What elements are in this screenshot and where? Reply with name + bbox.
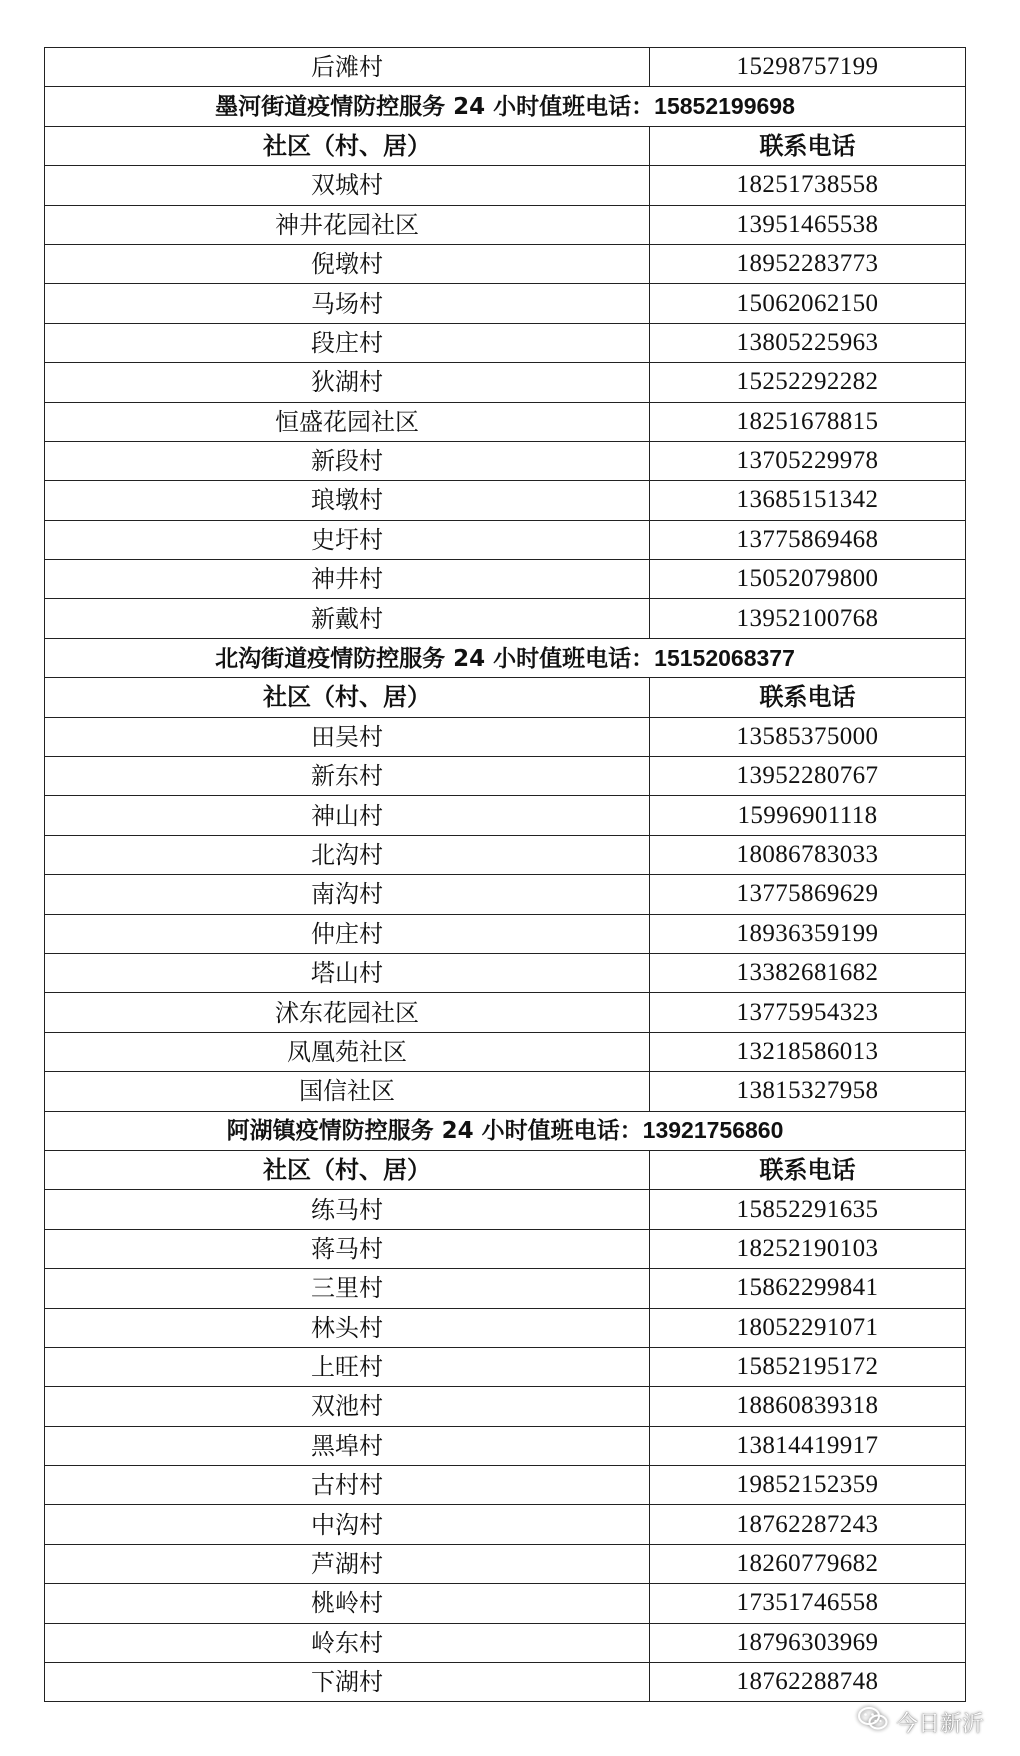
duty-phone-table-body: [45, 48, 966, 1702]
table-row: [45, 953, 966, 992]
table-row: [45, 1387, 966, 1426]
community-name-cell: 蒋马村: [45, 1229, 650, 1268]
community-name-cell: 狄湖村: [45, 363, 650, 402]
community-name-cell: 田吴村: [45, 717, 650, 756]
community-name-cell: 中沟村: [45, 1505, 650, 1544]
table-row: [45, 402, 966, 441]
phone-number-cell: 15298757199: [650, 48, 966, 87]
community-name-cell: 古村村: [45, 1466, 650, 1505]
column-header-community: 社区（村、居）: [45, 1150, 650, 1189]
phone-number-cell: 18796303969: [650, 1623, 966, 1662]
community-name-cell: 新段村: [45, 441, 650, 480]
phone-number-cell: 18936359199: [650, 914, 966, 953]
community-name-cell: 后滩村: [45, 48, 650, 87]
section-title-row: [45, 638, 966, 677]
phone-number-cell: 13218586013: [650, 1032, 966, 1071]
table-row: [45, 1466, 966, 1505]
phone-number-cell: 15852291635: [650, 1190, 966, 1229]
phone-number-cell: 18052291071: [650, 1308, 966, 1347]
table-row: [45, 441, 966, 480]
community-name-cell: 神井村: [45, 560, 650, 599]
phone-number-cell: 13775869468: [650, 520, 966, 559]
phone-number-cell: 15052079800: [650, 560, 966, 599]
table-row: [45, 1072, 966, 1111]
community-name-cell: 新戴村: [45, 599, 650, 638]
phone-number-cell: 18251678815: [650, 402, 966, 441]
table-row: [45, 244, 966, 283]
phone-number-cell: 13585375000: [650, 717, 966, 756]
table-row: [45, 1032, 966, 1071]
table-row: [45, 1505, 966, 1544]
table-row: [45, 835, 966, 874]
phone-number-cell: 18251738558: [650, 166, 966, 205]
phone-number-cell: 13775869629: [650, 875, 966, 914]
column-header-phone: 联系电话: [650, 678, 966, 717]
watermark-text: 今日新沂: [895, 1711, 984, 1737]
duty-phone-table: [44, 47, 966, 1702]
phone-number-cell: 19852152359: [650, 1466, 966, 1505]
column-header-row: [45, 678, 966, 717]
table-row: [45, 1308, 966, 1347]
phone-number-cell: 18252190103: [650, 1229, 966, 1268]
column-header-community: 社区（村、居）: [45, 126, 650, 165]
table-row: [45, 205, 966, 244]
section-title-cell: [45, 638, 966, 677]
section-duty-phone: 15852199698: [654, 93, 795, 120]
phone-number-cell: 18762288748: [650, 1663, 966, 1702]
community-name-cell: 段庄村: [45, 323, 650, 362]
community-name-cell: 神山村: [45, 796, 650, 835]
community-name-cell: 练马村: [45, 1190, 650, 1229]
phone-number-cell: 15996901118: [650, 796, 966, 835]
phone-number-cell: 13952100768: [650, 599, 966, 638]
phone-number-cell: 13814419917: [650, 1426, 966, 1465]
table-row: [45, 1229, 966, 1268]
section-duty-phone: 15152068377: [654, 644, 795, 671]
community-name-cell: 马场村: [45, 284, 650, 323]
community-name-cell: 凤凰苑社区: [45, 1032, 650, 1071]
phone-number-cell: 15862299841: [650, 1269, 966, 1308]
table-row: [45, 875, 966, 914]
table-row: [45, 1347, 966, 1386]
phone-number-cell: 18260779682: [650, 1544, 966, 1583]
phone-number-cell: 18086783033: [650, 835, 966, 874]
table-row: [45, 757, 966, 796]
table-row: [45, 1269, 966, 1308]
phone-number-cell: 13815327958: [650, 1072, 966, 1111]
community-name-cell: 黑埠村: [45, 1426, 650, 1465]
phone-number-cell: 13805225963: [650, 323, 966, 362]
watermark: [858, 1706, 984, 1738]
phone-number-cell: 18860839318: [650, 1387, 966, 1426]
section-title-cell: [45, 1111, 966, 1150]
section-title: 墨河街道疫情防控服务 24 小时值班电话：: [215, 94, 655, 121]
table-row: [45, 520, 966, 559]
community-name-cell: 芦湖村: [45, 1544, 650, 1583]
column-header-row: [45, 126, 966, 165]
community-name-cell: 南沟村: [45, 875, 650, 914]
phone-number-cell: 18952283773: [650, 244, 966, 283]
phone-number-cell: 13951465538: [650, 205, 966, 244]
table-row: [45, 796, 966, 835]
phone-number-cell: 15062062150: [650, 284, 966, 323]
phone-number-cell: 17351746558: [650, 1584, 966, 1623]
table-row: [45, 914, 966, 953]
phone-number-cell: 15252292282: [650, 363, 966, 402]
phone-number-cell: 13952280767: [650, 757, 966, 796]
table-row: [45, 1544, 966, 1583]
phone-number-cell: 13685151342: [650, 481, 966, 520]
table-row: [45, 717, 966, 756]
section-title-row: [45, 87, 966, 126]
table-row: [45, 1426, 966, 1465]
community-name-cell: 恒盛花园社区: [45, 402, 650, 441]
table-row: [45, 481, 966, 520]
table-row: [45, 993, 966, 1032]
table-row: [45, 1623, 966, 1662]
community-name-cell: 史圩村: [45, 520, 650, 559]
community-name-cell: 双城村: [45, 166, 650, 205]
community-name-cell: 新东村: [45, 757, 650, 796]
table-row: [45, 284, 966, 323]
section-title-row: [45, 1111, 966, 1150]
column-header-phone: 联系电话: [650, 126, 966, 165]
column-header-community: 社区（村、居）: [45, 678, 650, 717]
table-row: [45, 560, 966, 599]
community-name-cell: 琅墩村: [45, 481, 650, 520]
section-title-cell: [45, 87, 966, 126]
community-name-cell: 双池村: [45, 1387, 650, 1426]
table-row: [45, 166, 966, 205]
table-row: [45, 1663, 966, 1702]
section-title: 阿湖镇疫情防控服务 24 小时值班电话：: [226, 1118, 643, 1145]
community-name-cell: 塔山村: [45, 953, 650, 992]
section-duty-phone: 13921756860: [642, 1117, 784, 1144]
community-name-cell: 桃岭村: [45, 1584, 650, 1623]
table-row: [45, 599, 966, 638]
section-title: 北沟街道疫情防控服务 24 小时值班电话：: [215, 645, 655, 672]
community-name-cell: 岭东村: [45, 1623, 650, 1662]
phone-number-cell: 13705229978: [650, 441, 966, 480]
phone-number-cell: 15852195172: [650, 1347, 966, 1386]
community-name-cell: 沭东花园社区: [45, 993, 650, 1032]
community-name-cell: 国信社区: [45, 1072, 650, 1111]
community-name-cell: 仲庄村: [45, 914, 650, 953]
community-name-cell: 林头村: [45, 1308, 650, 1347]
community-name-cell: 神井花园社区: [45, 205, 650, 244]
table-row: [45, 323, 966, 362]
wechat-icon: [858, 1706, 888, 1738]
community-name-cell: 三里村: [45, 1269, 650, 1308]
phone-number-cell: 18762287243: [650, 1505, 966, 1544]
phone-number-cell: 13775954323: [650, 993, 966, 1032]
table-row: [45, 1190, 966, 1229]
table-row: [45, 48, 966, 87]
phone-number-cell: 13382681682: [650, 953, 966, 992]
column-header-row: [45, 1150, 966, 1189]
community-name-cell: 倪墩村: [45, 244, 650, 283]
community-name-cell: 下湖村: [45, 1663, 650, 1702]
duty-phone-table-container: [44, 47, 965, 1702]
column-header-phone: 联系电话: [650, 1150, 966, 1189]
table-row: [45, 363, 966, 402]
community-name-cell: 上旺村: [45, 1347, 650, 1386]
community-name-cell: 北沟村: [45, 835, 650, 874]
table-row: [45, 1584, 966, 1623]
